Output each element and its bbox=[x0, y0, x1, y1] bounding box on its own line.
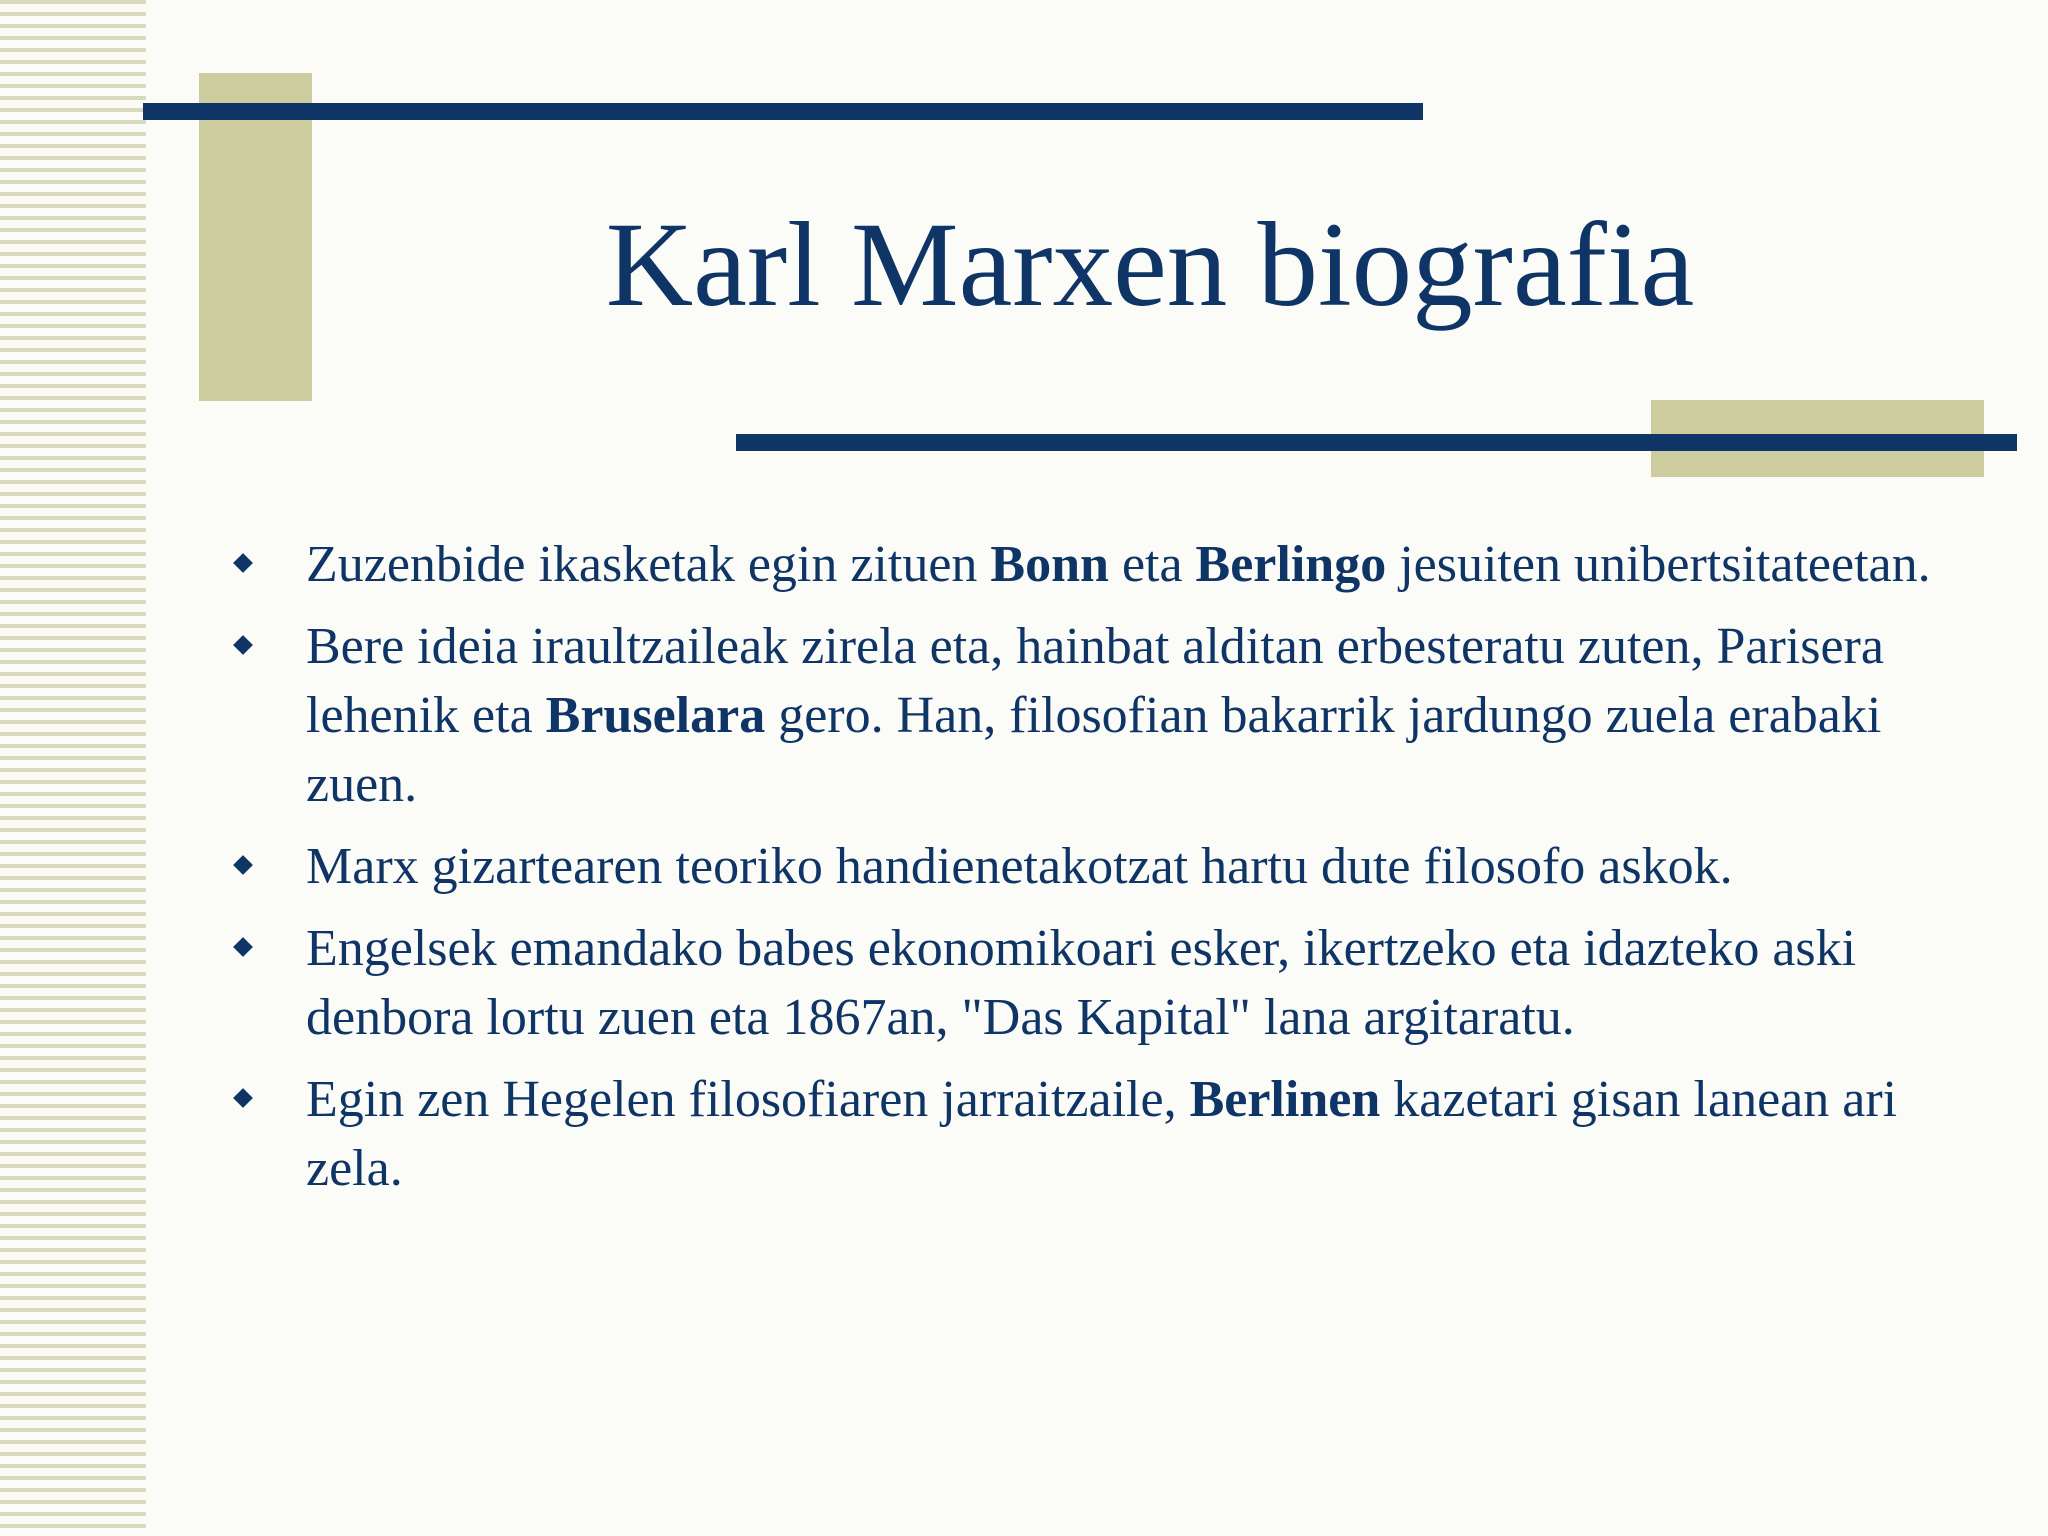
bullet-item bbox=[230, 832, 1990, 901]
bullet-text-segment: Zuzenbide ikasketak egin zituen bbox=[306, 536, 991, 593]
bullet-text bbox=[306, 1071, 1897, 1197]
bullet-text bbox=[306, 920, 1856, 1046]
bullet-text-segment: Bere ideia iraultzaileak zirela eta, hainbat alditan erbesteratu zuten, Parisera lehenik eta bbox=[306, 618, 1884, 744]
diamond-bullet-icon bbox=[233, 1088, 253, 1108]
bullet-text-segment: Egin zen Hegelen filosofiaren jarraitzaile, bbox=[306, 1071, 1190, 1128]
decorative-stripes bbox=[0, 0, 146, 1536]
bullet-text-segment: Marx gizartearen teoriko handienetakotzat hartu dute filosofo askok. bbox=[306, 838, 1733, 895]
slide-title: Karl Marxen biografia bbox=[605, 198, 1695, 332]
title-rule-top bbox=[143, 103, 1423, 120]
bullet-text-segment: Engelsek emandako babes ekonomikoari esker, ikertzeko eta idazteko aski denbora lortu zuen eta 1867an, "Das Kapital" lana argitaratu. bbox=[306, 920, 1857, 1046]
bullet-bold-term: Berlingo bbox=[1195, 536, 1387, 593]
diamond-bullet-icon bbox=[233, 553, 253, 573]
bullet-item bbox=[230, 530, 1990, 599]
bullet-text-segment: eta bbox=[1108, 536, 1196, 593]
bullet-text bbox=[306, 618, 1884, 813]
accent-block-top bbox=[199, 73, 312, 401]
bullet-text bbox=[306, 536, 1931, 593]
bullet-list bbox=[230, 530, 1990, 1216]
bullet-item bbox=[230, 1065, 1990, 1203]
bullet-item bbox=[230, 914, 1990, 1052]
bullet-bold-term: Berlinen bbox=[1189, 1071, 1381, 1128]
title-rule-bottom bbox=[736, 434, 2017, 451]
diamond-bullet-icon bbox=[233, 635, 253, 655]
bullet-item bbox=[230, 612, 1990, 819]
bullet-text bbox=[306, 838, 1733, 895]
bullet-bold-term: Bonn bbox=[990, 536, 1109, 593]
bullet-text-segment: kazetari gisan lanean ari zela. bbox=[306, 1071, 1898, 1197]
diamond-bullet-icon bbox=[233, 855, 253, 875]
bullet-bold-term: Bruselara bbox=[545, 687, 766, 744]
diamond-bullet-icon bbox=[233, 937, 253, 957]
bullet-text-segment: gero. Han, filosofian bakarrik jardungo zuela erabaki zuen. bbox=[306, 687, 1882, 813]
bullet-text-segment: jesuiten unibertsitateetan. bbox=[1386, 536, 1931, 593]
